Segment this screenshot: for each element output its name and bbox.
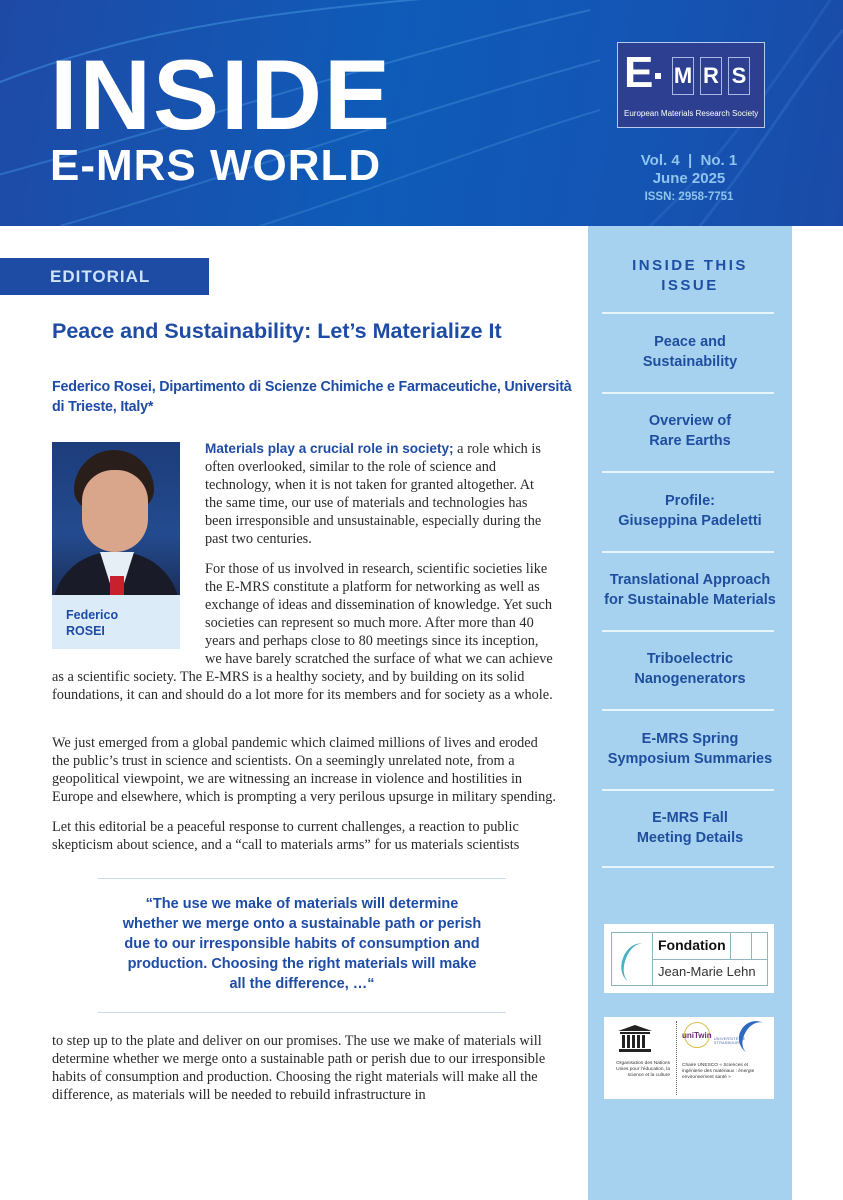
chaire-unesco-text: Chaire UNESCO « Sciences et ingénierie des matériaux : énergie environnement santé » <box>682 1063 755 1080</box>
logo-frame <box>611 932 768 986</box>
divider <box>602 709 774 711</box>
divider <box>602 789 774 791</box>
toc-item-profile-padeletti[interactable] <box>588 491 792 531</box>
divider <box>602 392 774 394</box>
unitwin-label: uniTwin <box>682 1031 712 1040</box>
toc-item-line2: Meeting Details <box>636 830 744 846</box>
caption-last-name: ROSEI <box>66 624 105 638</box>
toc-item-line1: Triboelectric <box>646 651 734 667</box>
logo-divider <box>751 933 752 959</box>
fondation-jean-marie-lehn-logo <box>604 924 774 993</box>
issue-info <box>600 152 778 206</box>
divider <box>602 312 774 314</box>
paragraph-5: to step up to the plate and deliver on our promises. The use we make of materials will determine whether we merge onto a sustainable path or perish due to our irresponsible habits of consumption and production. Choosing the right materials will make all the difference, as materials will be needed to rebuild infrastructure in <box>52 1033 546 1103</box>
paragraph-2 <box>52 560 557 704</box>
pull-quote <box>98 878 506 1013</box>
toc-item-line2: Nanogenerators <box>634 671 746 687</box>
logo-letter-r: R <box>700 57 722 95</box>
newsletter-title: INSIDE <box>50 39 393 150</box>
logo-dot <box>655 73 661 79</box>
toc-item-line1: E-MRS Spring <box>641 731 739 747</box>
toc-item-line1: Profile: <box>665 493 715 509</box>
toc-item-line2: Giuseppina Padeletti <box>618 513 762 529</box>
toc-item-translational-approach[interactable] <box>588 570 792 610</box>
paragraph-4: Let this editorial be a peaceful response to current challenges, a reaction to public skepticism about science, and a “call to materials arms” for us materials scientists <box>52 819 520 853</box>
jean-marie-lehn-label: Jean-Marie Lehn <box>658 964 756 979</box>
masthead <box>0 0 843 226</box>
caption-first-name: Federico <box>66 608 119 622</box>
toc-item-line1: Translational Approach <box>609 572 771 588</box>
divider <box>602 551 774 553</box>
section-label-editorial <box>0 258 209 295</box>
newsletter-subtitle: E-MRS WORLD <box>50 141 382 190</box>
pull-quote-text: “The use we make of materials will determine whether we merge onto a sustainable path or perish due to our irresponsible habits of consumption and production. Choosing the right materials will make all the difference, …“ <box>122 896 482 992</box>
logo-divider <box>652 959 767 960</box>
paragraph-1-text: a role which is often overlooked, similar to the role of science and technology, when it is not taken for granted altogether. At the same time, our use of materials and technologies has been irresponsible and unsustainable, especially during the past two centuries. <box>205 441 542 547</box>
issue-date: June 2025 <box>652 170 726 187</box>
toc-item-line1: Overview of <box>648 413 732 429</box>
emrs-logo <box>617 42 765 128</box>
paragraph-2-text: For those of us involved in research, scientific societies like the E-MRS constitute a platform for networking as well as exchange of ideas and dissemination of knowledge. Yet such societies can represent so much more. After more than 40 years and perhaps close to 80 meetings since its inception, we have barely scratched the surface of what we can achieve as a scientific society. The E-MRS is a healthy society, and by building on its solid foundations, it can and should do a lot more for its members and for society as a whole. <box>52 561 553 703</box>
logo-letter-e: E <box>624 48 654 97</box>
unesco-caption: Organisation des Nations Unies pour l’éducation, la science et la culture <box>616 1061 670 1078</box>
toc-item-spring-symposium[interactable] <box>588 729 792 769</box>
section-label-text: EDITORIAL <box>50 267 151 286</box>
logo-letter-m: M <box>672 57 694 95</box>
toc-item-line2: for Sustainable Materials <box>604 592 776 608</box>
paragraph-lead <box>205 440 555 548</box>
divider <box>602 471 774 473</box>
sidebar-heading-line1: INSIDE THIS <box>632 257 748 274</box>
unesco-temple-icon <box>618 1025 652 1053</box>
logo-letter-s: S <box>728 57 750 95</box>
toc-item-line2: Sustainability <box>642 354 738 370</box>
swirl-icon <box>616 939 657 987</box>
logo-tagline: European Materials Research Society <box>624 109 759 118</box>
fondation-label: Fondation <box>658 937 726 953</box>
toc-item-triboelectric[interactable] <box>588 649 792 689</box>
toc-item-line2: Rare Earths <box>649 433 731 449</box>
toc-item-fall-meeting[interactable] <box>588 808 792 848</box>
toc-item-line1: E-MRS Fall <box>652 810 728 826</box>
photo-face <box>82 470 148 552</box>
issn: ISSN: 2958-7751 <box>644 191 734 203</box>
unesco-unitwin-logo-block <box>604 1017 774 1099</box>
article-title: Peace and Sustainability: Let’s Materialize It <box>52 319 502 343</box>
unistra-label: UNIVERSITÉ DE STRASBOURG <box>714 1037 746 1045</box>
toc-item-rare-earths[interactable] <box>588 411 792 451</box>
sidebar-heading <box>588 256 792 296</box>
toc-item-line1: Peace and <box>654 334 726 350</box>
divider <box>602 630 774 632</box>
divider <box>602 866 774 868</box>
text-wrap-spacer <box>52 560 205 668</box>
sidebar-heading-line2: ISSUE <box>661 277 719 294</box>
dotted-divider <box>676 1021 678 1095</box>
toc-item-peace-sustainability[interactable] <box>588 332 792 372</box>
toc-item-line2: Symposium Summaries <box>607 751 773 767</box>
logo-divider <box>730 933 731 959</box>
article-byline: Federico Rosei, Dipartimento di Scienze Chimiche e Farmaceutiche, Università di Trieste, Italy* <box>52 379 572 415</box>
lead-bold-text: Materials play a crucial role in society; <box>205 441 454 456</box>
paragraph-3: We just emerged from a global pandemic which claimed millions of lives and eroded the public’s trust in science and scientists. On a seemingly unrelated note, from a geopolitical viewpoint, we are witnessing an increase in violence and hostilities in Europe and elsewhere, which is prompting a very perilous upsurge in military spending. <box>52 735 556 805</box>
volume-issue: Vol. 4 | No. 1 <box>640 152 738 169</box>
